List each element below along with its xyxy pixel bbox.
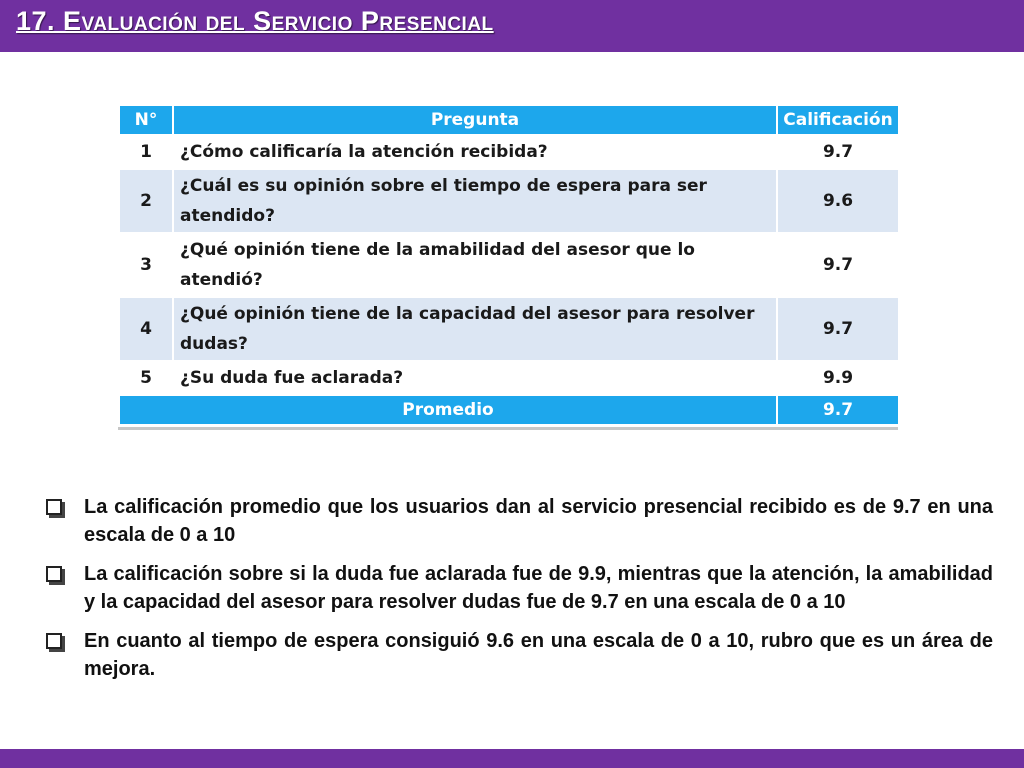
checkbox-bullet-icon xyxy=(46,633,62,649)
row-number: 1 xyxy=(119,135,173,169)
table-row xyxy=(119,361,899,395)
bullet-item xyxy=(40,493,993,549)
table-shadow xyxy=(118,427,898,430)
table-row xyxy=(119,135,899,169)
table-header-row xyxy=(119,105,899,135)
checkbox-bullet-icon xyxy=(46,499,62,515)
table-row xyxy=(119,297,899,361)
row-number: 2 xyxy=(119,169,173,233)
bullet-item xyxy=(40,560,993,616)
row-score: 9.7 xyxy=(777,135,899,169)
header-number: N° xyxy=(119,105,173,135)
slide-title: 17. Evaluación del Servicio Presencial xyxy=(16,6,494,36)
bullet-text: La calificación sobre si la duda fue aclarada fue de 9.9, mientras que la atención, la amabilidad y la capacidad del asesor para resolver dudas fue de 9.7 en una escala de 0 a 10 xyxy=(84,563,993,613)
row-score: 9.7 xyxy=(777,297,899,361)
row-score: 9.9 xyxy=(777,361,899,395)
row-score: 9.6 xyxy=(777,169,899,233)
row-number: 4 xyxy=(119,297,173,361)
bullet-text: En cuanto al tiempo de espera consiguió 9.6 en una escala de 0 a 10, rubro que es un área de mejora. xyxy=(84,630,993,680)
checkbox-bullet-icon xyxy=(46,566,62,582)
header-score: Calificación xyxy=(777,105,899,135)
table-row xyxy=(119,233,899,297)
row-question: ¿Qué opinión tiene de la amabilidad del asesor que lo atendió? xyxy=(173,233,777,297)
row-number: 5 xyxy=(119,361,173,395)
row-question: ¿Cuál es su opinión sobre el tiempo de espera para ser atendido? xyxy=(173,169,777,233)
average-label: Promedio xyxy=(119,395,777,425)
table-row xyxy=(119,169,899,233)
row-question: ¿Cómo calificaría la atención recibida? xyxy=(173,135,777,169)
row-question: ¿Su duda fue aclarada? xyxy=(173,361,777,395)
average-value: 9.7 xyxy=(777,395,899,425)
row-number: 3 xyxy=(119,233,173,297)
bullet-item xyxy=(40,627,993,683)
bullet-list xyxy=(40,493,993,694)
row-question: ¿Qué opinión tiene de la capacidad del asesor para resolver dudas? xyxy=(173,297,777,361)
row-score: 9.7 xyxy=(777,233,899,297)
bullet-text: La calificación promedio que los usuarios dan al servicio presencial recibido es de 9.7 en una escala de 0 a 10 xyxy=(84,496,993,546)
results-table xyxy=(118,104,900,426)
average-row xyxy=(119,395,899,425)
results-table-container xyxy=(118,104,898,426)
title-bar xyxy=(0,0,1024,52)
bottom-bar xyxy=(0,749,1024,768)
header-question: Pregunta xyxy=(173,105,777,135)
